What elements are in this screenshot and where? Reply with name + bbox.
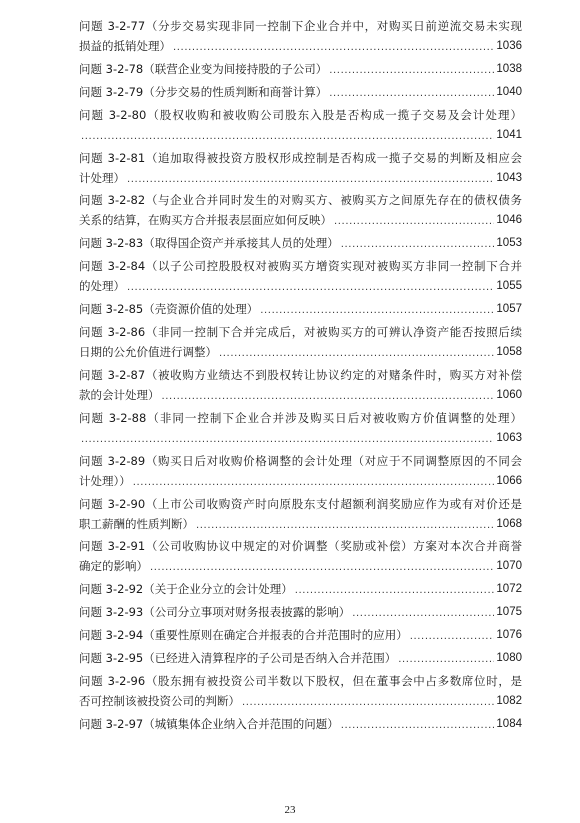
- toc-entry-title: 职工薪酬的性质判断）: [79, 516, 194, 531]
- toc-entry-line: [79, 148, 522, 168]
- toc-entry[interactable]: [79, 671, 522, 711]
- toc-entry-line: [79, 579, 522, 599]
- toc-page-number: 1066: [496, 474, 522, 487]
- toc-page-number: 1041: [496, 128, 522, 141]
- toc-entry-title: 问题 3-2-78（联营企业变为间接持股的子公司）: [79, 61, 328, 76]
- toc-entry[interactable]: [79, 59, 522, 79]
- toc-page-number: 1055: [496, 280, 522, 293]
- toc-entry[interactable]: [79, 602, 522, 622]
- table-of-contents: [79, 16, 522, 737]
- toc-page-number: 1040: [496, 85, 522, 98]
- toc-page-number: 1057: [496, 303, 522, 316]
- toc-entry[interactable]: [79, 648, 522, 668]
- toc-page-number: 1053: [496, 237, 522, 250]
- toc-page-number: 1075: [496, 606, 522, 619]
- toc-entry-line: [79, 494, 522, 514]
- toc-entry-line: [79, 105, 522, 125]
- toc-entry-line: [79, 714, 522, 734]
- toc-entry[interactable]: [79, 299, 522, 319]
- toc-entry[interactable]: [79, 256, 522, 296]
- toc-entry-line: [79, 299, 522, 319]
- toc-entry-title: 问题 3-2-79（分步交易的性质判断和商誉计算）: [79, 84, 328, 99]
- dot-leader: [341, 237, 495, 253]
- dot-leader: [410, 629, 495, 645]
- toc-entry[interactable]: [79, 82, 522, 102]
- toc-entry-line: [79, 408, 522, 428]
- toc-entry-title: 计处理）: [79, 170, 125, 185]
- dot-leader: [329, 86, 494, 102]
- toc-page-number: 1036: [496, 40, 522, 52]
- toc-entry-line: [79, 625, 522, 645]
- toc-entry-line: [79, 691, 522, 711]
- dot-leader: [334, 214, 494, 230]
- toc-entry-line: [79, 16, 522, 36]
- toc-entry[interactable]: [79, 451, 522, 491]
- toc-entry-line: [79, 342, 522, 362]
- toc-page-number: 1046: [496, 214, 522, 227]
- toc-entry-title: 问题 3-2-92（关于企业分立的会计处理）: [79, 582, 293, 597]
- toc-page-number: 1038: [496, 62, 522, 75]
- toc-entry[interactable]: [79, 16, 522, 56]
- dot-leader: [150, 560, 494, 576]
- toc-entry[interactable]: [79, 714, 522, 734]
- toc-entry[interactable]: [79, 408, 522, 448]
- toc-entry-title: 问题 3-2-89（购买日后对收购价格调整的会计处理（对应于不同调整原因的不同会: [79, 453, 522, 468]
- toc-entry-line: [79, 671, 522, 691]
- dot-leader: [242, 695, 494, 711]
- toc-entry-line: [79, 648, 522, 668]
- toc-page-number: 1070: [496, 560, 522, 573]
- toc-page-number: 1060: [496, 388, 522, 401]
- toc-entry-title: 问题 3-2-83（取得国企资产并承接其人员的处理）: [79, 236, 339, 251]
- toc-entry-title: 问题 3-2-93（公司分立事项对财务报表披露的影响）: [79, 605, 351, 620]
- toc-entry-line: [79, 471, 522, 491]
- toc-entry-line: [79, 322, 522, 342]
- toc-entry-line: [79, 233, 522, 253]
- toc-entry-title: 问题 3-2-95（已经进入清算程序的子公司是否纳入合并范围）: [79, 651, 397, 666]
- toc-page-number: 1080: [496, 652, 522, 665]
- toc-entry-line: [79, 125, 522, 145]
- toc-entry[interactable]: [79, 494, 522, 534]
- toc-entry-line: [79, 602, 522, 622]
- toc-entry[interactable]: [79, 536, 522, 576]
- toc-entry-title: 问题 3-2-85（壳资源价值的处理）: [79, 302, 259, 317]
- toc-entry-title: 确定的影响）: [79, 559, 148, 574]
- toc-entry-title: 问题 3-2-97（城镇集体企业纳入合并范围的问题）: [79, 716, 339, 731]
- dot-leader: [260, 303, 494, 319]
- toc-page-number: 1084: [496, 717, 522, 730]
- toc-entry-title: 日期的公允价值进行调整）: [79, 345, 217, 360]
- dot-leader: [81, 432, 494, 448]
- toc-entry[interactable]: [79, 579, 522, 599]
- toc-entry-title: 问题 3-2-96（股东拥有被投资公司半数以下股权，但在董事会中占多数席位时，是: [79, 673, 522, 688]
- toc-entry-title: 问题 3-2-81（追加取得被投资方股权形成控制是否构成一揽子交易的判断及相应会: [79, 150, 522, 165]
- toc-entry-title: 问题 3-2-84（以子公司控股股权对被购买方增资实现对被购买方非同一控制下合并: [79, 259, 522, 274]
- dot-leader: [398, 652, 494, 668]
- toc-entry-line: [79, 256, 522, 276]
- toc-entry-title: 否可控制该被投资公司的判断）: [79, 693, 240, 708]
- toc-entry-title: 问题 3-2-80（股权收购和被收购公司股东入股是否构成一揽子交易及会计处理）: [79, 107, 522, 122]
- toc-entry-line: [79, 190, 522, 210]
- toc-entry-line: [79, 428, 522, 448]
- toc-entry[interactable]: [79, 233, 522, 253]
- dot-leader: [162, 389, 495, 405]
- toc-entry-title: 问题 3-2-82（与企业合并同时发生的对购买方、被购买方之间原先存在的债权债务: [79, 193, 522, 208]
- toc-entry-title: 问题 3-2-87（被收购方业绩达不到股权转让协议约定的对赌条件时，购买方对补偿: [79, 367, 522, 382]
- page-number: 23: [284, 804, 296, 816]
- toc-entry-line: [79, 451, 522, 471]
- dot-leader: [127, 280, 494, 296]
- toc-entry-title: 问题 3-2-91（公司收购协议中规定的对价调整（奖励或补偿）方案对本次合并商誉: [79, 539, 522, 554]
- toc-entry-title: 问题 3-2-86（非同一控制下合并完成后，对被购买方的可辨认净资产能否按照后续: [79, 325, 522, 340]
- toc-entry-line: [79, 536, 522, 556]
- toc-page-number: 1072: [496, 583, 522, 596]
- toc-entry-line: [79, 36, 522, 56]
- toc-entry-title: 关系的结算，在购买方合并报表层面应如何反映）: [79, 213, 332, 228]
- toc-entry-line: [79, 168, 522, 188]
- dot-leader: [127, 172, 494, 188]
- dot-leader: [329, 63, 494, 79]
- toc-page-number: 1063: [496, 431, 522, 444]
- toc-entry-line: [79, 59, 522, 79]
- toc-entry-title: 问题 3-2-88（非同一控制下企业合并涉及购买日后对被收购方价值调整的处理）: [79, 410, 522, 425]
- toc-entry-title: 计处理））: [79, 473, 131, 488]
- toc-page-number: 1043: [496, 171, 522, 184]
- toc-entry-line: [79, 210, 522, 230]
- toc-entry-line: [79, 276, 522, 296]
- toc-page-number: 1082: [496, 694, 522, 707]
- toc-entry[interactable]: [79, 365, 522, 405]
- toc-entry-title: 的处理）: [79, 279, 125, 294]
- toc-entry-line: [79, 385, 522, 405]
- toc-entry-title: 问题 3-2-90（上市公司收购资产时向原股东支付超额利润奖励应作为或有对价还是: [79, 496, 522, 511]
- dot-leader: [341, 718, 495, 734]
- toc-page-number: 1076: [496, 629, 522, 642]
- toc-page-number: 1058: [496, 346, 522, 359]
- toc-entry-title: 问题 3-2-94（重要性原则在确定合并报表的合并范围时的应用）: [79, 628, 408, 643]
- dot-leader: [352, 606, 494, 622]
- dot-leader: [133, 475, 495, 491]
- dot-leader: [81, 129, 494, 145]
- dot-leader: [173, 40, 494, 56]
- dot-leader: [295, 583, 495, 599]
- toc-entry[interactable]: [79, 625, 522, 645]
- dot-leader: [219, 346, 494, 362]
- toc-entry-line: [79, 82, 522, 102]
- toc-entry-title: 款的会计处理）: [79, 387, 160, 402]
- toc-entry-title: 损益的抵销处理）: [79, 39, 171, 53]
- toc-entry-title: 问题 3-2-77（分步交易实现非同一控制下企业合并中，对购买日前逆流交易未实现: [79, 19, 522, 33]
- toc-entry[interactable]: [79, 105, 522, 145]
- toc-entry-line: [79, 514, 522, 534]
- toc-entry[interactable]: [79, 148, 522, 188]
- toc-entry[interactable]: [79, 322, 522, 362]
- dot-leader: [196, 518, 494, 534]
- toc-entry-line: [79, 365, 522, 385]
- toc-entry[interactable]: [79, 190, 522, 230]
- toc-page-number: 1068: [496, 517, 522, 530]
- toc-entry-line: [79, 556, 522, 576]
